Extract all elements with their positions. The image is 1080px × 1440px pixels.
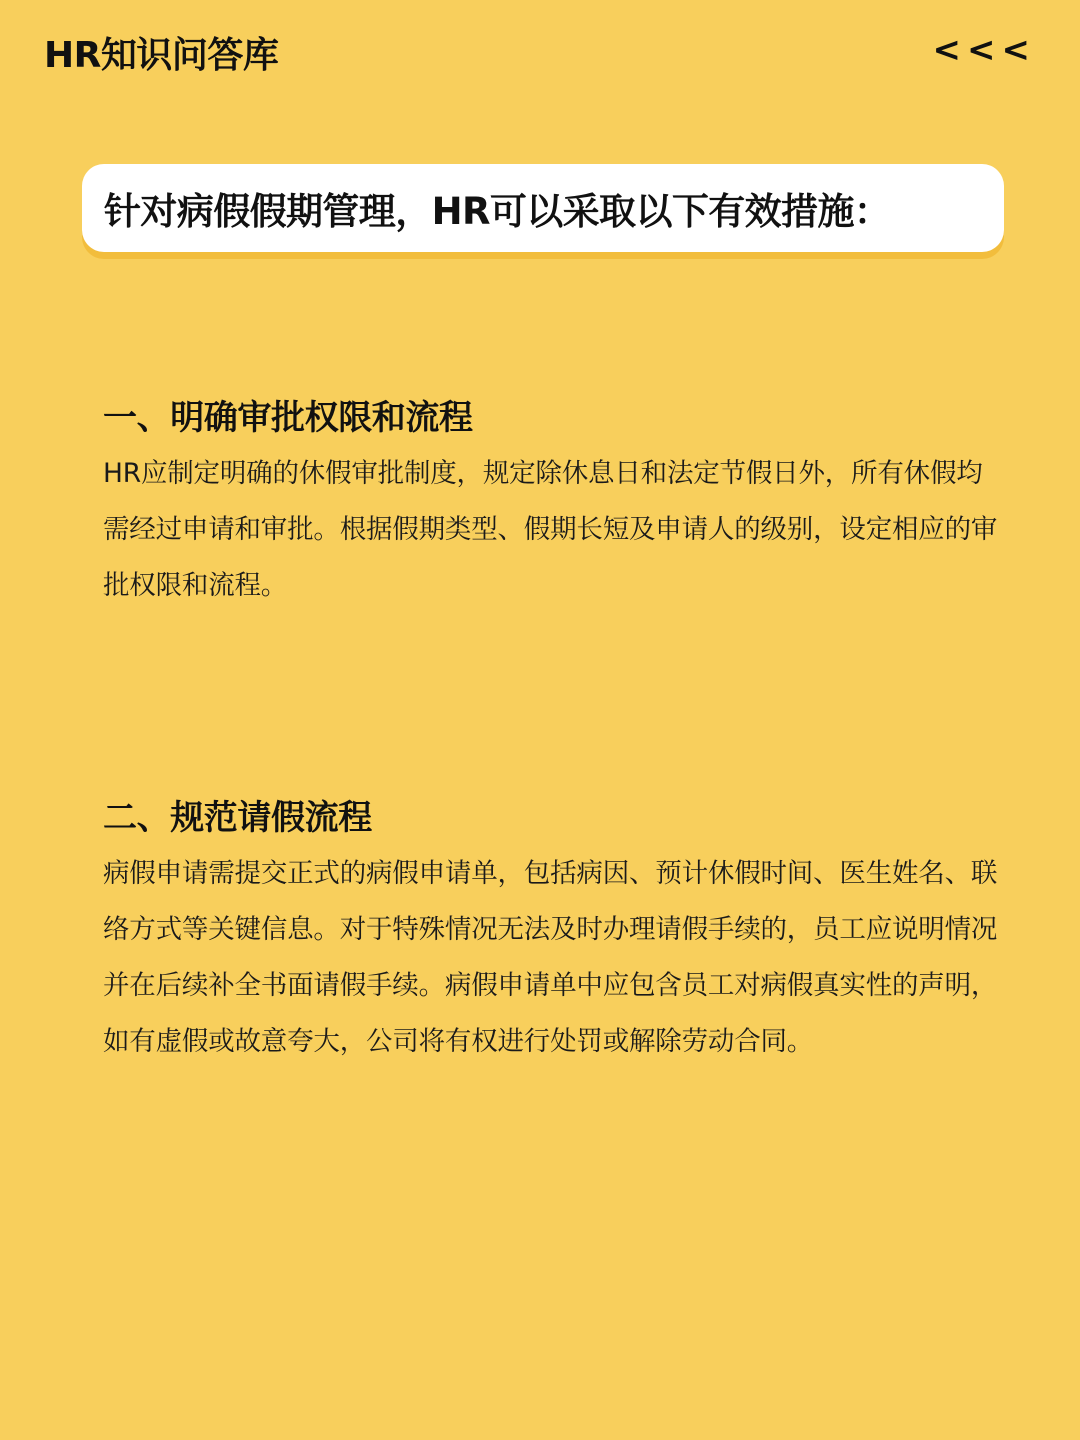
brand-title: HR知识问答库 [44, 35, 279, 76]
section-heading: 二、规范请假流程 [103, 798, 372, 838]
section-leave-process [103, 796, 1003, 1070]
section-body: 病假申请需提交正式的病假申请单，包括病因、预计休假时间、医生姓名、联络方式等关键信息。对于特殊情况无法及时办理请假手续的，员工应说明情况并在后续补全书面请假手续。病假申请单中应包含员工对病假真实性的声明，如有虚假或故意夸大，公司将有权进行处罚或解除劳动合同。 [103, 858, 998, 1057]
chevron-left-icon[interactable]: <<< [932, 30, 1036, 70]
section-heading: 一、明确审批权限和流程 [103, 398, 473, 438]
section-approval [103, 396, 1003, 614]
headline-text: 针对病假假期管理，HR可以采取以下有效措施： [104, 190, 891, 233]
section-body: HR应制定明确的休假审批制度，规定除休息日和法定节假日外，所有休假均需经过申请和审批。根据假期类型、假期长短及申请人的级别，设定相应的审批权限和流程。 [103, 458, 998, 601]
headline-card [82, 164, 1004, 252]
